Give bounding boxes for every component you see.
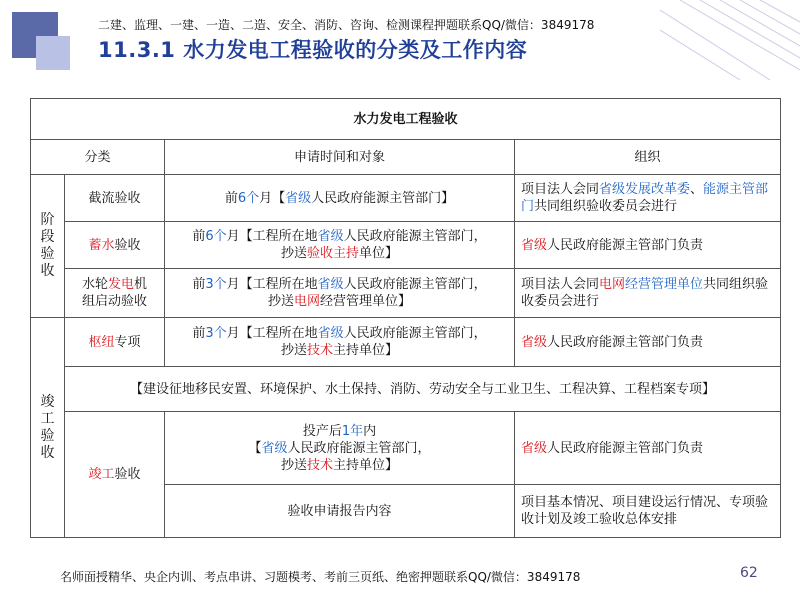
report-content-value: 项目基本情况、项目建设运行情况、专项验收计划及竣工验收总体安排 bbox=[515, 485, 781, 538]
table-title: 水力发电工程验收 bbox=[31, 99, 781, 140]
report-content-label: 验收申请报告内容 bbox=[165, 485, 515, 538]
corner-decoration bbox=[660, 0, 800, 80]
header-organization: 组织 bbox=[515, 140, 781, 175]
completion-acceptance-label: 竣工验收 bbox=[31, 318, 65, 538]
closure-acceptance-org: 项目法人会同省级发展改革委、能源主管部门共同组织验收委员会进行 bbox=[515, 175, 781, 222]
impoundment-acceptance-org: 省级人民政府能源主管部门负责 bbox=[515, 222, 781, 269]
table-row bbox=[31, 222, 781, 269]
generator-startup-acceptance-name: 水轮发电机 组启动验收 bbox=[65, 269, 165, 318]
closure-acceptance-name: 截流验收 bbox=[65, 175, 165, 222]
impoundment-acceptance-name: 蓄水验收 bbox=[65, 222, 165, 269]
special-projects-list: 【建设征地移民安置、环境保护、水土保持、消防、劳动安全与工业卫生、工程决算、工程档案专项】 bbox=[65, 367, 781, 412]
header-time-target: 申请时间和对象 bbox=[165, 140, 515, 175]
table-row bbox=[31, 367, 781, 412]
completion-acceptance-name: 竣工验收 bbox=[65, 412, 165, 538]
table-row bbox=[31, 269, 781, 318]
table-row bbox=[31, 318, 781, 367]
stage-acceptance-label: 阶段验收 bbox=[31, 175, 65, 318]
acceptance-table bbox=[30, 98, 781, 538]
footer-promo-text: 名师面授精华、央企内训、考点串讲、习题模考、考前三页纸、绝密押题联系QQ/微信：3849178 bbox=[60, 570, 581, 584]
hub-special-acceptance-org: 省级人民政府能源主管部门负责 bbox=[515, 318, 781, 367]
closure-acceptance-time: 前6个月【省级人民政府能源主管部门】 bbox=[165, 175, 515, 222]
table-row bbox=[31, 175, 781, 222]
generator-startup-acceptance-org: 项目法人会同电网经营管理单位共同组织验收委员会进行 bbox=[515, 269, 781, 318]
decorative-square-light bbox=[36, 36, 70, 70]
page-title: 11.3.1 水力发电工程验收的分类及工作内容 bbox=[98, 38, 528, 62]
completion-acceptance-time: 投产后1年内 【省级人民政府能源主管部门， 抄送技术主持单位】 bbox=[165, 412, 515, 485]
header-category: 分类 bbox=[31, 140, 165, 175]
header-promo-text: 二建、监理、一建、一造、二造、安全、消防、咨询、检测课程押题联系QQ/微信：3849178 bbox=[98, 18, 595, 32]
hub-special-acceptance-time: 前3个月【工程所在地省级人民政府能源主管部门， 抄送技术主持单位】 bbox=[165, 318, 515, 367]
page-number: 62 bbox=[740, 565, 758, 581]
table-row bbox=[31, 412, 781, 485]
completion-acceptance-org: 省级人民政府能源主管部门负责 bbox=[515, 412, 781, 485]
impoundment-acceptance-time: 前6个月【工程所在地省级人民政府能源主管部门， 抄送验收主持单位】 bbox=[165, 222, 515, 269]
hub-special-acceptance-name: 枢纽专项 bbox=[65, 318, 165, 367]
generator-startup-acceptance-time: 前3个月【工程所在地省级人民政府能源主管部门， 抄送电网经营管理单位】 bbox=[165, 269, 515, 318]
